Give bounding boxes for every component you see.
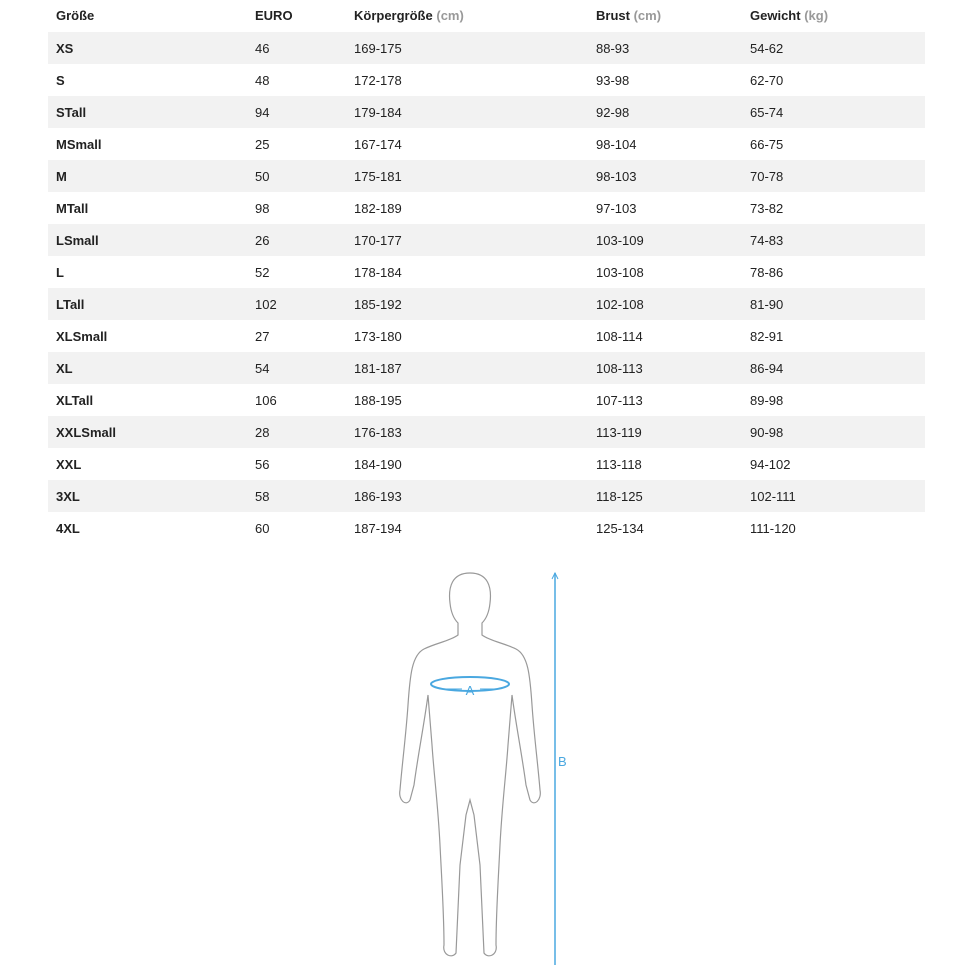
cell-height: 184-190 — [354, 457, 402, 472]
cell-size: XLTall — [56, 393, 94, 408]
cell-euro: 52 — [255, 265, 270, 280]
label-b: B — [558, 754, 567, 769]
table-row — [48, 160, 925, 192]
cell-weight: 86-94 — [750, 361, 784, 376]
cell-size: XXL — [56, 457, 82, 472]
cell-chest: 98-103 — [596, 169, 637, 184]
cell-chest: 102-108 — [596, 297, 644, 312]
cell-euro: 106 — [255, 393, 277, 408]
cell-chest: 113-119 — [596, 425, 642, 440]
cell-size: XXLSmall — [56, 425, 116, 440]
cell-euro: 46 — [255, 41, 270, 56]
table-row — [48, 512, 925, 544]
cell-euro: 102 — [255, 297, 277, 312]
cell-weight: 94-102 — [750, 457, 791, 472]
table-row — [48, 384, 925, 416]
cell-chest: 103-108 — [596, 265, 644, 280]
cell-height: 181-187 — [354, 361, 402, 376]
cell-chest: 113-118 — [596, 457, 642, 472]
human-silhouette — [400, 573, 541, 956]
table-row — [48, 288, 925, 320]
header-size: Größe — [56, 8, 95, 23]
header-chest: Brust (cm) — [596, 8, 662, 23]
table-row — [48, 320, 925, 352]
cell-weight: 81-90 — [750, 297, 784, 312]
cell-height: 175-181 — [354, 169, 402, 184]
cell-euro: 60 — [255, 521, 270, 536]
cell-size: MSmall — [56, 137, 102, 152]
cell-size: 3XL — [56, 489, 80, 504]
cell-height: 186-193 — [354, 489, 402, 504]
cell-size: L — [56, 265, 64, 280]
cell-weight: 82-91 — [750, 329, 784, 344]
cell-weight: 102-111 — [750, 489, 796, 504]
cell-chest: 97-103 — [596, 201, 637, 216]
table-row — [48, 64, 925, 96]
cell-weight: 54-62 — [750, 41, 784, 56]
table-row — [48, 480, 925, 512]
table-row — [48, 256, 925, 288]
cell-height: 179-184 — [354, 105, 402, 120]
cell-euro: 54 — [255, 361, 270, 376]
cell-height: 173-180 — [354, 329, 402, 344]
cell-weight: 74-83 — [750, 233, 784, 248]
cell-height: 187-194 — [354, 521, 402, 536]
table-row — [48, 96, 925, 128]
cell-size: S — [56, 73, 65, 88]
cell-size: LSmall — [56, 233, 99, 248]
cell-weight: 70-78 — [750, 169, 784, 184]
cell-chest: 108-113 — [596, 361, 643, 376]
cell-height: 167-174 — [354, 137, 402, 152]
label-a: A — [465, 683, 475, 698]
cell-size: XS — [56, 41, 74, 56]
cell-chest: 98-104 — [596, 137, 637, 152]
cell-euro: 58 — [255, 489, 270, 504]
table-row — [48, 192, 925, 224]
cell-weight: 73-82 — [750, 201, 784, 216]
cell-chest: 93-98 — [596, 73, 630, 88]
table-row — [48, 128, 925, 160]
table-row — [48, 32, 925, 64]
cell-height: 172-178 — [354, 73, 402, 88]
cell-euro: 27 — [255, 329, 270, 344]
header-weight: Gewicht (kg) — [750, 8, 829, 23]
size-table — [48, 0, 925, 544]
cell-chest: 125-134 — [596, 521, 644, 536]
cell-weight: 65-74 — [750, 105, 784, 120]
table-row — [48, 224, 925, 256]
cell-height: 178-184 — [354, 265, 402, 280]
cell-euro: 98 — [255, 201, 270, 216]
cell-weight: 89-98 — [750, 393, 784, 408]
cell-chest: 88-93 — [596, 41, 630, 56]
cell-chest: 103-109 — [596, 233, 644, 248]
cell-euro: 48 — [255, 73, 270, 88]
cell-chest: 92-98 — [596, 105, 630, 120]
cell-euro: 50 — [255, 169, 270, 184]
cell-euro: 28 — [255, 425, 270, 440]
cell-chest: 118-125 — [596, 489, 643, 504]
cell-weight: 78-86 — [750, 265, 784, 280]
cell-size: LTall — [56, 297, 85, 312]
cell-size: STall — [56, 105, 87, 120]
cell-weight: 90-98 — [750, 425, 784, 440]
cell-height: 170-177 — [354, 233, 402, 248]
cell-size: M — [56, 169, 67, 184]
cell-height: 176-183 — [354, 425, 402, 440]
cell-height: 169-175 — [354, 41, 402, 56]
cell-weight: 111-120 — [750, 521, 796, 536]
cell-size: MTall — [56, 201, 89, 216]
table-row — [48, 352, 925, 384]
table-row — [48, 416, 925, 448]
cell-height: 182-189 — [354, 201, 402, 216]
table-header — [48, 0, 925, 32]
header-height: Körpergröße (cm) — [354, 8, 464, 23]
cell-euro: 94 — [255, 105, 270, 120]
cell-size: XLSmall — [56, 329, 108, 344]
cell-euro: 56 — [255, 457, 270, 472]
cell-size: 4XL — [56, 521, 80, 536]
table-row — [48, 448, 925, 480]
cell-height: 188-195 — [354, 393, 402, 408]
cell-chest: 107-113 — [596, 393, 643, 408]
cell-height: 185-192 — [354, 297, 402, 312]
cell-weight: 62-70 — [750, 73, 784, 88]
cell-chest: 108-114 — [596, 329, 643, 344]
cell-euro: 25 — [255, 137, 270, 152]
body-measurement-figure — [380, 565, 580, 965]
cell-weight: 66-75 — [750, 137, 784, 152]
cell-size: XL — [56, 361, 73, 376]
cell-euro: 26 — [255, 233, 270, 248]
header-euro: EURO — [255, 8, 293, 23]
